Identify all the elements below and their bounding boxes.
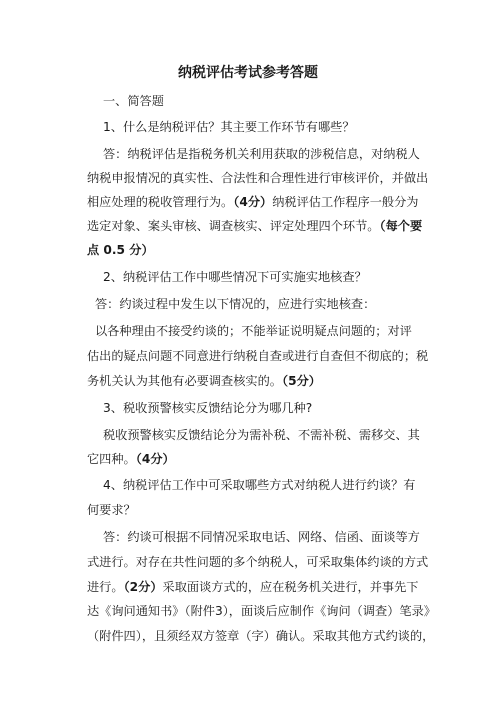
score-label: （5分） — [282, 374, 321, 388]
answer-1-line-2: 纳税申报情况的真实性、合法性和合理性进行审核评价，并做出 — [87, 171, 429, 185]
answer-2-line-3: 估出的疑点问题不同意进行纳税自查或进行自查但不彻底的；税 — [87, 349, 429, 363]
answer-4-line-4: 达《询问通知书》（附件3），面谈后应制作《询问（调查）笔录》 — [87, 604, 436, 618]
score-label: （4分） — [233, 195, 273, 209]
answer-1-text: 选定对象、案头审核、调查核实、评定处理四个环节。 — [87, 219, 380, 233]
score-label: （每个要 — [379, 219, 423, 233]
answer-4-line-5: （附件四），且须经双方签章（字）确认。采取其他方式约谈的， — [87, 629, 435, 643]
answer-1-line-4 — [87, 217, 422, 235]
question-1: 1、什么是纳税评估？其主要工作环节有哪些？ — [103, 120, 355, 134]
score-label: （2分） — [123, 580, 163, 594]
answer-4-line-2: 式进行。对存在共性问题的多个纳税人，可采取集体约谈的方式 — [87, 555, 429, 569]
answer-4-text: 进行。 — [87, 580, 124, 594]
answer-2-line-1: 答：约谈过程中发生以下情况的，应进行实地核查： — [95, 297, 376, 311]
answer-2-line-2: 以各种理由不接受约谈的；不能举证说明疑点问题的；对评 — [95, 324, 412, 338]
answer-1-line-3 — [87, 193, 418, 211]
section-heading: 一、简答题 — [103, 94, 164, 108]
score-label: （4分） — [135, 452, 175, 466]
answer-1-text: 纳税评估工作程序一般分为 — [272, 195, 419, 209]
answer-1-line-5: 点 0.5 分） — [87, 243, 154, 257]
question-2: 2、纳税评估工作中哪些情况下可实施实地核查？ — [103, 270, 367, 284]
answer-3-line-2 — [87, 450, 175, 468]
answer-2-line-4 — [87, 372, 321, 390]
answer-3-text: 它四种。 — [87, 452, 136, 466]
question-3: 3、税收预警核实反馈结论分为哪几种? — [103, 401, 313, 415]
answer-4-line-1: 答：约谈可根据不同情况采取电话、网络、信函、面谈等方 — [103, 530, 420, 544]
document-title: 纳税评估考试参考答题 — [178, 65, 318, 81]
answer-3-line-1: 税收预警核实反馈结论分为需补税、不需补税、需移交、其 — [103, 428, 420, 442]
answer-1-line-1: 答：纳税评估是指税务机关利用获取的涉税信息，对纳税人 — [103, 147, 420, 161]
question-4-line-2: 何要求？ — [87, 503, 136, 517]
question-4-line-1: 4、纳税评估工作中可采取哪些方式对纳税人进行约谈？有 — [103, 478, 416, 492]
answer-4-text: 采取面谈方式的，应在税务机关进行，并事先下 — [162, 580, 419, 594]
answer-1-text: 相应处理的税收管理行为。 — [87, 195, 234, 209]
answer-2-text: 务机关认为其他有必要调查核实的。 — [87, 374, 282, 388]
answer-4-line-3 — [87, 578, 418, 596]
